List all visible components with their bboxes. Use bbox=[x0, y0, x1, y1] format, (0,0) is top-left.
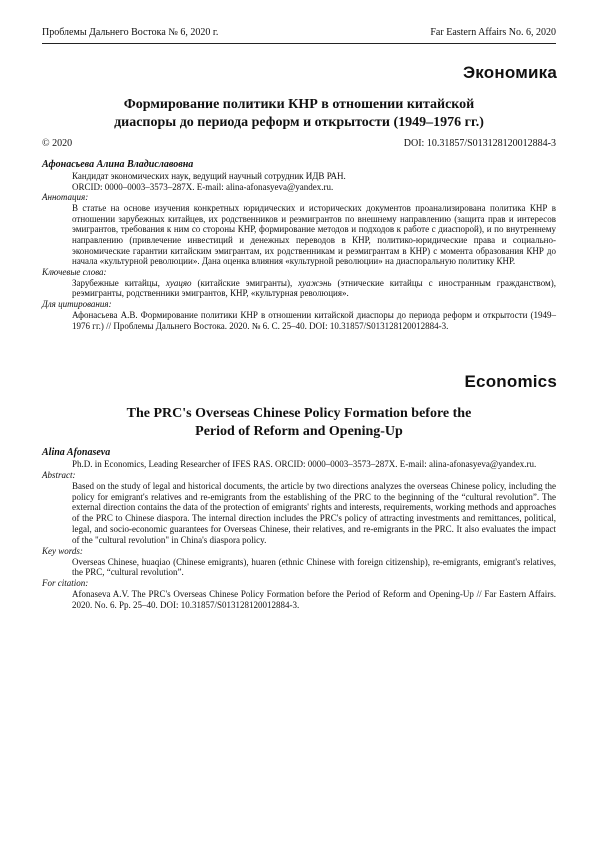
author-name-ru: Афонасьева Алина Владиславовна bbox=[42, 159, 194, 170]
header-rule bbox=[42, 43, 556, 44]
citation-label-ru: Для цитирования: bbox=[42, 298, 112, 309]
citation-ru: Афонасьева А.В. Формирование политики КНР в отношении китайской диаспоры до периода реформ и открытости (1949–1976 гг.) // Проблемы Дальнего Востока. 2020. № 6. С. 25–40. DOI: 10.31857/S013128120012884-3. bbox=[72, 309, 556, 331]
author-info-en: Ph.D. in Economics, Leading Researcher of IFES RAS. ORCID: 0000–0003–3573–287X. E-mail: alina-afonasyeva@yandex.ru. bbox=[72, 459, 537, 469]
article-title-en-line2: Period of Reform and Opening-Up bbox=[195, 424, 403, 439]
keywords-ru-part: (этнические китайцы с иностранным гражданством), реэмигранты, родственники эмигрантов, КНР, «культурная революция». bbox=[72, 277, 556, 299]
article-title-ru-line1: Формирование политики КНР в отношении китайской bbox=[123, 97, 475, 112]
author-info-ru-line2: ORCID: 0000–0003–3573–287X. E-mail: alina-afonasyeva@yandex.ru. bbox=[72, 181, 334, 192]
keywords-label-en: Key words: bbox=[42, 545, 83, 556]
abstract-text: Based on the study of legal and historical documents, the article by two directions analyzes the overseas Chinese policy, including the policy for emigrant's relatives and re-emigrants from the establishing of the PRC to the beginning of the “cultural revolution”. The external direction contains the data of the protection of emigrants' rights and interests, requirements, working methods and approaches of the PRC to Chinese diaspora. The internal direction includes the PRC's policy of attracting investments and remittances, political, legal, and socio-economic guarantees for Overseas Chinese, their relatives, and re-emigrants in the PRC. It also evaluates the impact of the "cultural revolution" in China's diaspora policy. bbox=[72, 480, 556, 545]
section-heading-ru: Экономика bbox=[463, 63, 557, 82]
keywords-en: Overseas Chinese, huaqiao (Chinese emigrants), huaren (ethnic Chinese with foreign citizenship), re-emigrants, emigrant's relatives, the PRC, “cultural revolution”. bbox=[72, 556, 556, 578]
author-info-ru bbox=[72, 171, 556, 192]
annotation-label: Аннотация: bbox=[42, 192, 89, 203]
running-header-en: Far Eastern Affairs No. 6, 2020 bbox=[430, 27, 556, 38]
en-article-meta bbox=[42, 447, 556, 611]
author-name-en: Alina Afonaseva bbox=[42, 447, 111, 458]
keywords-ru-part: (китайские эмигранты), bbox=[191, 277, 299, 288]
article-title-en-line1: The PRC's Overseas Chinese Policy Formation before the bbox=[126, 406, 472, 421]
running-header bbox=[42, 27, 556, 43]
article-title-en bbox=[42, 405, 556, 441]
copyright-doi-row bbox=[42, 138, 556, 149]
author-info-ru-line1: Кандидат экономических наук, ведущий научный сотрудник ИДВ РАН. bbox=[72, 171, 346, 181]
keywords-ru-part: Зарубежные китайцы, bbox=[72, 277, 166, 288]
section-heading-en: Economics bbox=[464, 372, 557, 391]
citation-en: Afonaseva A.V. The PRC's Overseas Chinese Policy Formation before the Period of Reform and Opening-Up // Far Eastern Affairs. 2020. No. 6. Pp. 25–40. DOI: 10.31857/S013128120012884-3. bbox=[72, 589, 556, 610]
keyword-huaqiao: хуацяо bbox=[165, 277, 192, 288]
doi: DOI: 10.31857/S013128120012884-3 bbox=[403, 138, 556, 149]
keyword-huaren: хуажэнь bbox=[298, 277, 332, 288]
article-title-ru-line2: диаспоры до периода реформ и открытости (1949–1976 гг.) bbox=[114, 115, 484, 130]
keywords-ru bbox=[72, 278, 556, 299]
copyright: © 2020 bbox=[42, 138, 73, 149]
annotation-text: В статье на основе изучения конкретных юридических и исторических документов проанализирована политика КНР в отношении зарубежных китайцев, их родственников и реэмигрантов по внешнему направлению (защита прав и интересов эмигрантов, требования к ним со стороны КНР, формирование методов и подходов к работе с диаспорой), и по внутреннему направлению (привлечение инвестиций и денежных переводов в КНР, политико-юридические права и социально-экономические гарантии китайским эмигрантам, их родственникам и реэмигрантам в КНР) с момента образования КНР до начала «культурной революции». Дана оценка влияния «культурной революции» на диаспоральную политику КНР. bbox=[72, 203, 556, 267]
article-title-ru bbox=[42, 96, 556, 132]
keywords-label-ru: Ключевые слова: bbox=[42, 266, 107, 277]
citation-label-en: For citation: bbox=[42, 578, 89, 589]
abstract-label: Abstract: bbox=[42, 469, 76, 480]
running-header-ru: Проблемы Дальнего Востока № 6, 2020 г. bbox=[42, 27, 219, 38]
ru-article-meta bbox=[42, 159, 556, 331]
